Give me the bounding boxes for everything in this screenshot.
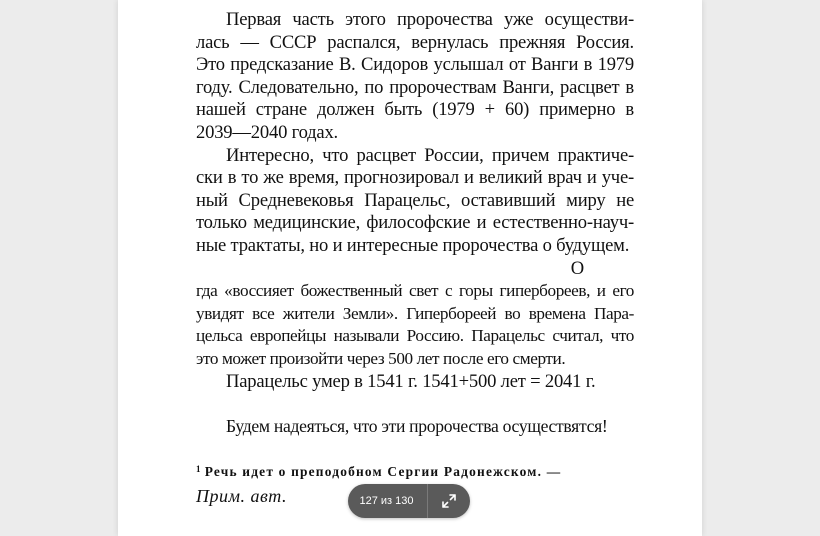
text-line: гда «воссияет божественный свет с горы гипербореев, и его [196, 281, 634, 301]
text-line: только медицинские, философские и естественно-науч- [196, 212, 634, 234]
paragraph-2 [196, 145, 634, 258]
text-line: увидят все жители Земли». Гипербореей во времена Пара- [196, 303, 634, 323]
paragraph-5: Будем надеяться, что эти пророчества осуществятся! [226, 416, 608, 437]
document-page [118, 0, 702, 536]
drop-letter [196, 258, 634, 281]
text-line: Первая часть этого пророчества уже осуществи- [226, 9, 634, 30]
footnote [196, 464, 636, 480]
text-line: году. Следовательно, по пророчествам Ванги, расцвет в [196, 76, 634, 98]
text-line: ные трактаты, но и интересные пророчества о будущем. [196, 234, 630, 256]
page-indicator [348, 484, 470, 518]
text-line: Это предсказание В. Сидоров услышал от Ванги в 1979 [196, 54, 634, 76]
text-line: нашей стране должен быть (1979 + 60) примерно в [196, 99, 634, 121]
page-counter: 127 из 130 [359, 495, 414, 507]
expand-button[interactable] [428, 484, 470, 518]
text-line: ски в то же время, прогнозировал и великий врач и уче- [196, 167, 634, 189]
footnote-mark: 1 [196, 464, 202, 474]
footnote-text: Речь идет о преподобном Сергии Радонежском. — [204, 464, 562, 479]
paragraph-1 [196, 9, 634, 145]
paragraph-4: Парацельс умер в 1541 г. 1541+500 лет = 2041 г. [226, 370, 596, 392]
text-line: цельса европейцы называли Россию. Парацельс считал, что [196, 326, 634, 346]
text-line: ный Средневековья Парацельс, оставивший миру не [196, 189, 634, 211]
footnote-note: Прим. авт. [196, 486, 288, 506]
paragraph-3 [196, 280, 634, 370]
text-line: лась — СССР распался, вернулась прежняя Россия. [196, 31, 634, 53]
text-line: Интересно, что расцвет России, причем практиче- [226, 144, 634, 166]
page-content [196, 9, 634, 438]
spacer [196, 393, 634, 415]
text-line: это может произойти через 500 лет после его смерти. [196, 348, 566, 368]
drop-letter-text: О [570, 257, 584, 279]
expand-arrows-icon [442, 494, 456, 508]
text-line: 2039—2040 годах. [196, 121, 338, 143]
